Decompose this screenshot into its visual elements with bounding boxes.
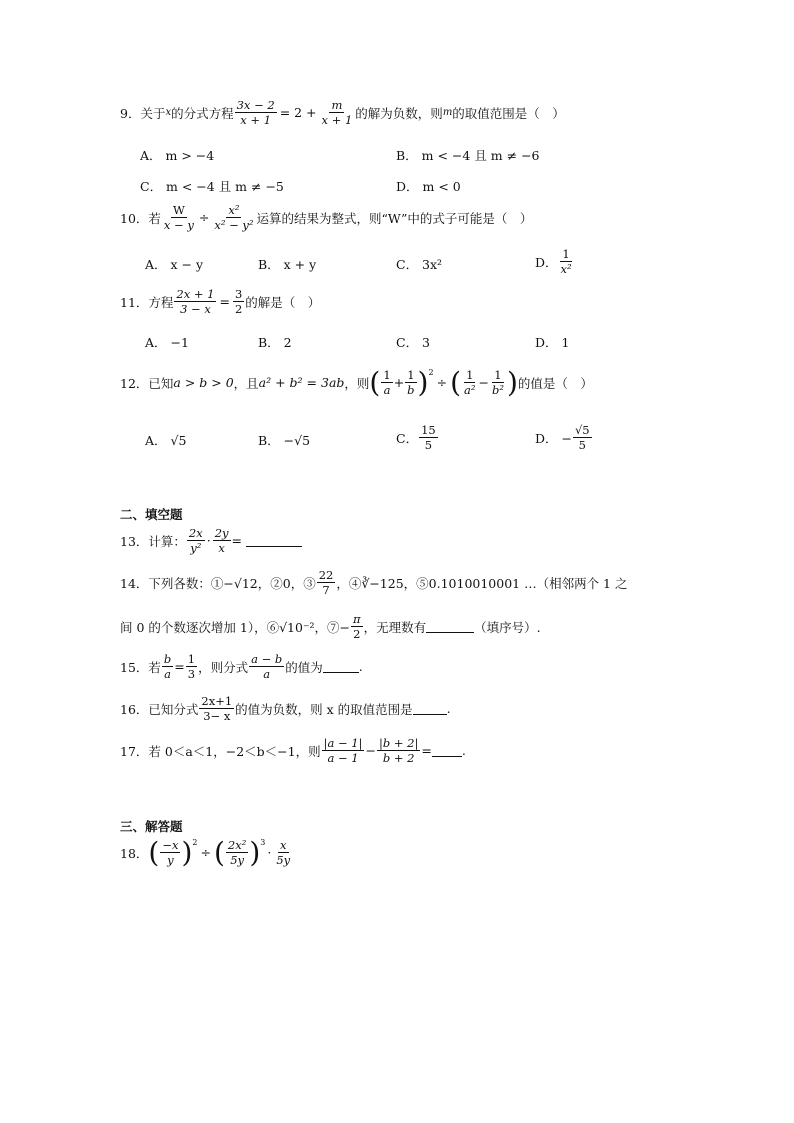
q17-minus: −: [365, 743, 376, 758]
question-9: [120, 98, 565, 127]
q9-text-2: 的解为负数，则: [355, 105, 443, 121]
q10-option-d[interactable]: D． $\frac{1}{\text{x²}}$: [535, 247, 572, 276]
question-11: [120, 287, 320, 316]
q11-option-a[interactable]: A． −1: [145, 335, 189, 350]
q9-eq: = 2 +: [279, 105, 317, 120]
q12-text-2: ，则: [344, 375, 370, 391]
q15-text: ，则分式: [198, 659, 249, 675]
q9-option-d[interactable]: D． m < 0: [396, 179, 461, 194]
q14-text-2c: （填序号）.: [474, 619, 541, 635]
q9-var-x: x: [165, 107, 172, 118]
q12-option-c[interactable]: C． $\frac{15}{5}$: [396, 423, 436, 452]
q15-suffix: 的值为: [285, 659, 323, 675]
q14-fraction: $\frac{22}{7}$: [318, 568, 334, 597]
q11-eq: =: [219, 294, 230, 309]
q10-fraction-1: $\frac{W}{x - y}$: [163, 203, 194, 232]
q9-option-c[interactable]: C． m < −4 且 m ≠ −5: [140, 179, 284, 194]
q9-text: 的分式方程: [171, 105, 234, 121]
q9-option-a[interactable]: A． m > −4: [140, 148, 215, 163]
q14-text-2b: ，无理数有: [363, 619, 427, 635]
question-13: 13．计算： $\frac{2x}{\text{y²}}$ · $\frac{2y}{x}$ =: [120, 526, 302, 555]
q9-fraction-1: $\frac{3x - 2}{x + 1}$: [236, 98, 275, 127]
section-solve-title: 三、解答题: [120, 819, 183, 834]
q15-fraction-3: $\frac{a - b}{a}$: [251, 652, 283, 681]
q13-eq: =: [231, 533, 243, 548]
q13-prefix: 13．计算：: [120, 533, 186, 549]
q16-suffix: 的值为负数，则 x 的取值范围是: [235, 701, 413, 717]
q12-prefix: 12．已知: [120, 375, 174, 391]
q12-option-a[interactable]: A． √5: [145, 433, 187, 448]
question-18: 18． ( $\frac{-x}{y}$ ) $^2$ ÷ ( $\frac{\text{2x²}}{5y}$ ) $^3$ · $\frac{x}{5y}$: [120, 835, 291, 869]
q15-fraction-2: $\frac{1}{3}$: [187, 652, 196, 681]
q10-option-a[interactable]: A． x − y: [145, 257, 204, 272]
q12-option-b[interactable]: B． −√5: [258, 433, 311, 448]
q13-fraction-1: $\frac{2x}{\text{y²}}$: [188, 526, 203, 555]
q12-text: ，且: [233, 375, 259, 391]
question-12: [120, 365, 593, 399]
q18-op: ÷: [200, 845, 211, 860]
q18-fraction-1: $\frac{-x}{y}$: [162, 838, 179, 867]
q10-option-c[interactable]: C． 3x²: [396, 257, 443, 272]
q11-suffix: 的解是（ ）: [245, 294, 321, 310]
question-16: 16．已知分式 $\frac{2x+1}{3- x}$ 的值为负数，则 x 的取值范围是 .: [120, 694, 451, 723]
q17-fraction-1: $\frac{|a - 1|}{a - 1}$: [323, 736, 363, 765]
q13-answer-blank[interactable]: [246, 534, 302, 547]
q15-fraction-1: $\frac{b}{a}$: [163, 652, 172, 681]
q9-prefix: 9．关于: [120, 105, 166, 121]
q10-option-b[interactable]: B． x + y: [258, 257, 317, 272]
q18-prefix: 18．: [120, 845, 149, 861]
q18-fraction-2: $\frac{\text{2x²}}{5y}$: [227, 838, 247, 867]
q9-var-m: m: [442, 107, 453, 118]
q9-option-b[interactable]: B． m < −4 且 m ≠ −6: [396, 148, 540, 163]
q13-fraction-2: $\frac{2y}{x}$: [214, 526, 229, 555]
q10-suffix: 运算的结果为整式，则“W”中的式子可能是（ ）: [256, 210, 533, 226]
q11-option-d[interactable]: D． 1: [535, 335, 570, 350]
q15-answer-blank[interactable]: [323, 660, 359, 673]
q11-fraction-2: $\frac{3}{2}$: [234, 287, 243, 316]
q17-eq: =: [421, 743, 432, 758]
q16-fraction: $\frac{2x+1}{3- x}$: [201, 694, 233, 723]
q15-prefix: 15．若: [120, 659, 161, 675]
q11-option-c[interactable]: C． 3: [396, 335, 430, 350]
q11-prefix: 11．方程: [120, 294, 174, 310]
q10-prefix: 10．若: [120, 210, 161, 226]
q11-option-b[interactable]: B． 2: [258, 335, 292, 350]
q10-op: ÷: [198, 210, 210, 225]
question-17: 17．若 0＜a＜1，−2＜b＜−1，则 $\frac{|a - 1|}{a - 1}$ − $\frac{|b + 2|}{b + 2}$ = .: [120, 736, 466, 765]
q14-fraction-2: $\frac{\pi}{2}$: [353, 612, 361, 641]
q14-text-1b: ，④∛−125，⑤0.1010010001 …（相邻两个 1 之: [336, 575, 628, 591]
q17-answer-blank[interactable]: [432, 744, 462, 757]
q12-suffix: 的值是（ ）: [517, 375, 593, 391]
question-15: 15．若 $\frac{b}{a}$ = $\frac{1}{3}$ ，则分式 $\frac{a - b}{a}$ 的值为 .: [120, 652, 363, 681]
q17-prefix: 17．若 0＜a＜1，−2＜b＜−1，则: [120, 743, 321, 759]
q14-text-1: 14．下列各数：①−√12，②0，③: [120, 575, 316, 591]
q12-cond-2: a² + b² = 3ab: [258, 375, 345, 390]
q14-text-2a: 间 0 的个数逐次增加 1），⑥√10⁻²，⑦−: [120, 619, 351, 635]
q12-cond-1: a > b > 0: [173, 375, 234, 390]
q18-dot: ·: [267, 845, 272, 860]
q17-fraction-2: $\frac{|b + 2|}{b + 2}$: [378, 736, 419, 765]
q16-prefix: 16．已知分式: [120, 701, 199, 717]
q9-suffix: 的取值范围是（ ）: [452, 105, 565, 121]
q12-option-d[interactable]: D． − $\frac{√5}{5}$: [535, 423, 590, 452]
question-10: [120, 203, 532, 232]
q12-expression: ( $\frac{1}{a}$ + $\frac{1}{b}$ ) $^2$ ÷ ( $\frac{1}{\text{a²}}$ − $\frac{1}{\text{b²}}$ ): [369, 365, 518, 399]
q18-fraction-3: $\frac{x}{5y}$: [276, 838, 291, 867]
q10-fraction-2: $\frac{\text{x²}}{\text{x² − y²}}$: [214, 203, 254, 232]
q15-eq: =: [174, 659, 185, 674]
q11-fraction-1: $\frac{2x + 1}{3 - x}$: [176, 287, 215, 316]
q9-fraction-2: $\frac{m}{x + 1}$: [321, 98, 353, 127]
q14-answer-blank[interactable]: [426, 620, 474, 633]
question-14-line-2: [120, 612, 541, 641]
q16-answer-blank[interactable]: [413, 702, 447, 715]
question-14-line-1: [120, 568, 628, 597]
section-fill-in-title: 二、填空题: [120, 507, 183, 522]
